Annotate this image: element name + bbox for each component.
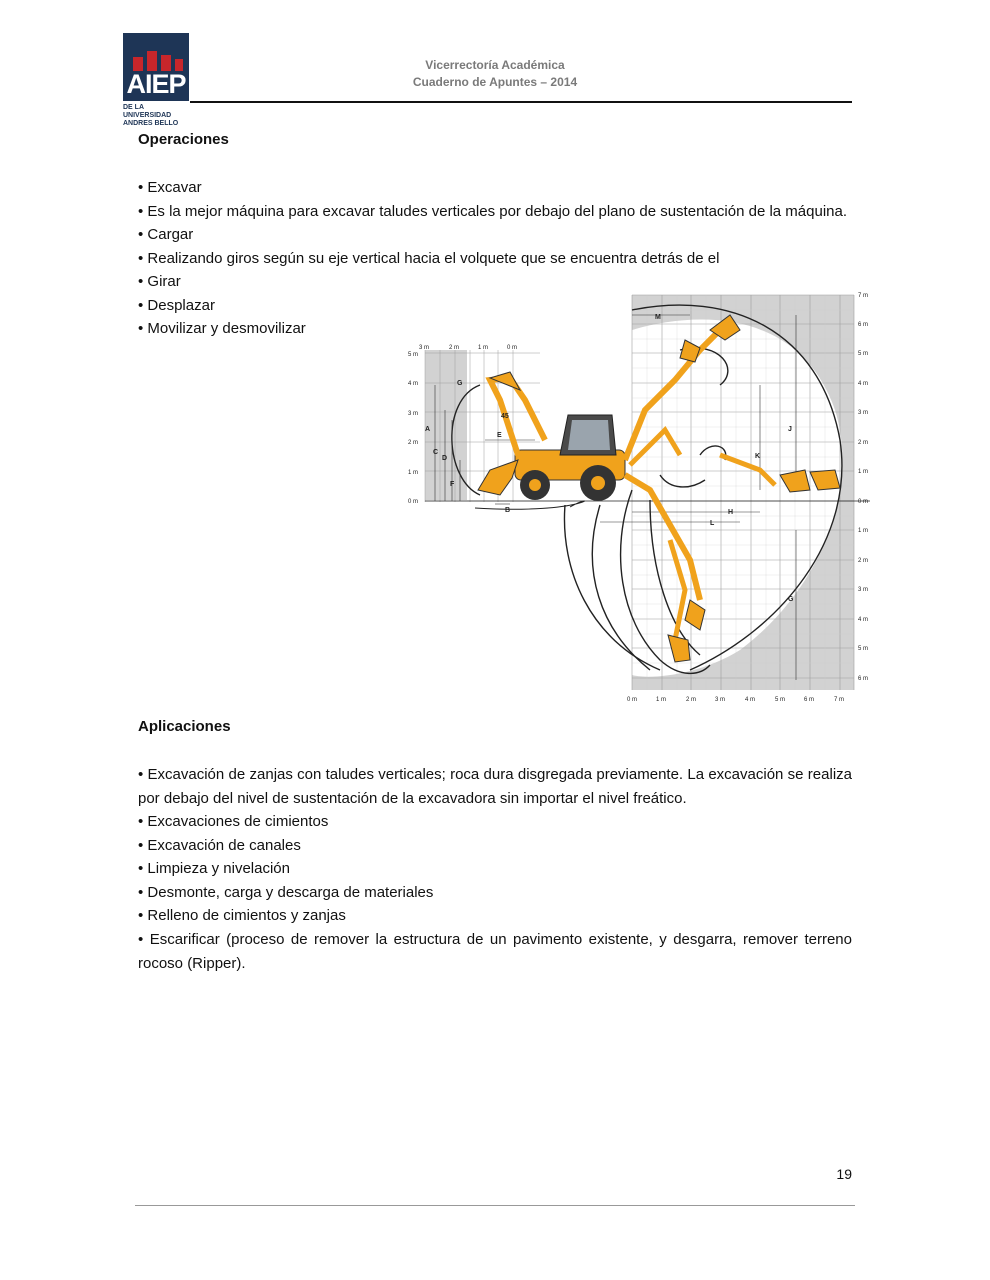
list-item: • Excavar: [138, 179, 202, 196]
aplicaciones-list: [138, 810, 852, 928]
left-x-tick: 2 m: [449, 345, 460, 351]
logo-sub-line1: DE LA UNIVERSIDAD: [123, 104, 172, 119]
dim-label: M: [655, 314, 661, 321]
logo-box: [123, 33, 189, 101]
dim-label: L: [710, 520, 715, 527]
left-x-tick: 1 m: [478, 345, 489, 351]
dim-label: G: [457, 380, 463, 387]
list-item: • Girar: [138, 273, 181, 290]
bottom-x-tick: 7 m: [834, 697, 845, 703]
left-x-tick: 0 m: [507, 345, 518, 351]
dim-label: D: [442, 455, 448, 462]
header-line1: Vicerrectoría Académica: [425, 58, 565, 72]
section-title-aplicaciones: Aplicaciones: [138, 718, 231, 735]
bottom-x-tick: 3 m: [715, 697, 726, 703]
right-y-tick: 3 m: [858, 410, 869, 416]
logo-subtitle: [123, 104, 193, 128]
right-y-tick: 0 m: [858, 499, 869, 505]
right-y-tick: 6 m: [858, 322, 869, 328]
dim-label: H: [728, 509, 734, 516]
right-y-tick: 4 m: [858, 617, 869, 623]
left-shaded-area: [425, 350, 467, 500]
bottom-x-tick: 5 m: [775, 697, 786, 703]
right-y-tick: 3 m: [858, 587, 869, 593]
left-y-tick: 2 m: [408, 440, 419, 446]
list-item: • Desplazar: [138, 296, 215, 314]
logo-sub-line2: ANDRES BELLO: [123, 120, 179, 127]
right-y-tick: 5 m: [858, 351, 869, 357]
right-y-tick: 1 m: [858, 528, 869, 534]
list-item: • Cargar: [138, 226, 194, 243]
right-y-tick: 5 m: [858, 646, 869, 652]
left-ground-arc: [475, 501, 584, 509]
left-x-tick: 3 m: [419, 345, 430, 351]
left-y-tick: 5 m: [408, 352, 419, 358]
list-item: • Es la mejor máquina para excavar taludes verticales por debajo del plano de sustentación de la máquina.: [138, 202, 848, 220]
left-y-tick: 4 m: [408, 381, 419, 387]
dim-label: J: [788, 426, 792, 433]
cab-window: [568, 420, 610, 450]
list-item: • Excavación de canales: [138, 836, 301, 854]
logo-word: AIEP: [126, 69, 186, 99]
header-divider: [190, 101, 852, 103]
rear-hub: [591, 476, 605, 490]
list-item: • Realizando giros según su eje vertical hacia el volquete que se encuentra detrás de el: [138, 249, 720, 267]
bottom-x-tick: 1 m: [656, 697, 667, 703]
dim-label: C: [433, 449, 439, 456]
bottom-x-tick: 2 m: [686, 697, 697, 703]
bottom-x-tick: 0 m: [627, 697, 638, 703]
dim-label: E: [497, 432, 502, 439]
left-y-tick: 1 m: [408, 470, 419, 476]
logo-tower-icon: [147, 51, 157, 71]
aplicaciones-paragraph-2: • Escarificar (proceso de remover la estructura de un pavimento existente, y desgarra, remover terreno rocoso (Ripper).: [138, 931, 852, 972]
dim-label: G: [788, 596, 794, 603]
dim-label: K: [755, 453, 761, 460]
dim-angle-label: 45: [501, 413, 509, 420]
page-number: 19: [836, 1166, 852, 1182]
front-hub: [529, 479, 541, 491]
header-line2: Cuaderno de Apuntes – 2014: [412, 75, 578, 89]
aiep-logo: [123, 33, 189, 127]
bottom-x-tick: 4 m: [745, 697, 756, 703]
left-y-tick: 0 m: [408, 499, 419, 505]
list-item: • Relleno de cimientos y zanjas: [138, 907, 346, 924]
aplicaciones-paragraph-1: • Excavación de zanjas con taludes verticales; roca dura disgregada previamente. La excavación se realiza por debajo del nivel de sustentación de la excavadora sin importar el nivel freático.: [138, 766, 852, 807]
left-y-tick: 3 m: [408, 411, 419, 417]
backhoe-working-range-diagram: [400, 290, 875, 705]
right-y-tick: 2 m: [858, 558, 869, 564]
footer-divider: [135, 1205, 855, 1206]
right-y-tick: 6 m: [858, 676, 869, 682]
right-y-tick: 1 m: [858, 469, 869, 475]
right-y-tick: 2 m: [858, 440, 869, 446]
right-y-tick: 7 m: [858, 293, 869, 299]
section-title-operaciones: Operaciones: [138, 131, 229, 148]
list-item: • Desmonte, carga y descarga de materiales: [138, 883, 434, 901]
right-y-tick: 4 m: [858, 381, 869, 387]
list-item: • Limpieza y nivelación: [138, 860, 290, 877]
bottom-x-tick: 6 m: [804, 697, 815, 703]
list-item: • Movilizar y desmovilizar: [138, 320, 306, 337]
dim-label: A: [425, 426, 431, 433]
dim-label: F: [450, 481, 455, 488]
list-item: • Excavaciones de cimientos: [138, 813, 329, 830]
dim-label: B: [505, 507, 511, 514]
